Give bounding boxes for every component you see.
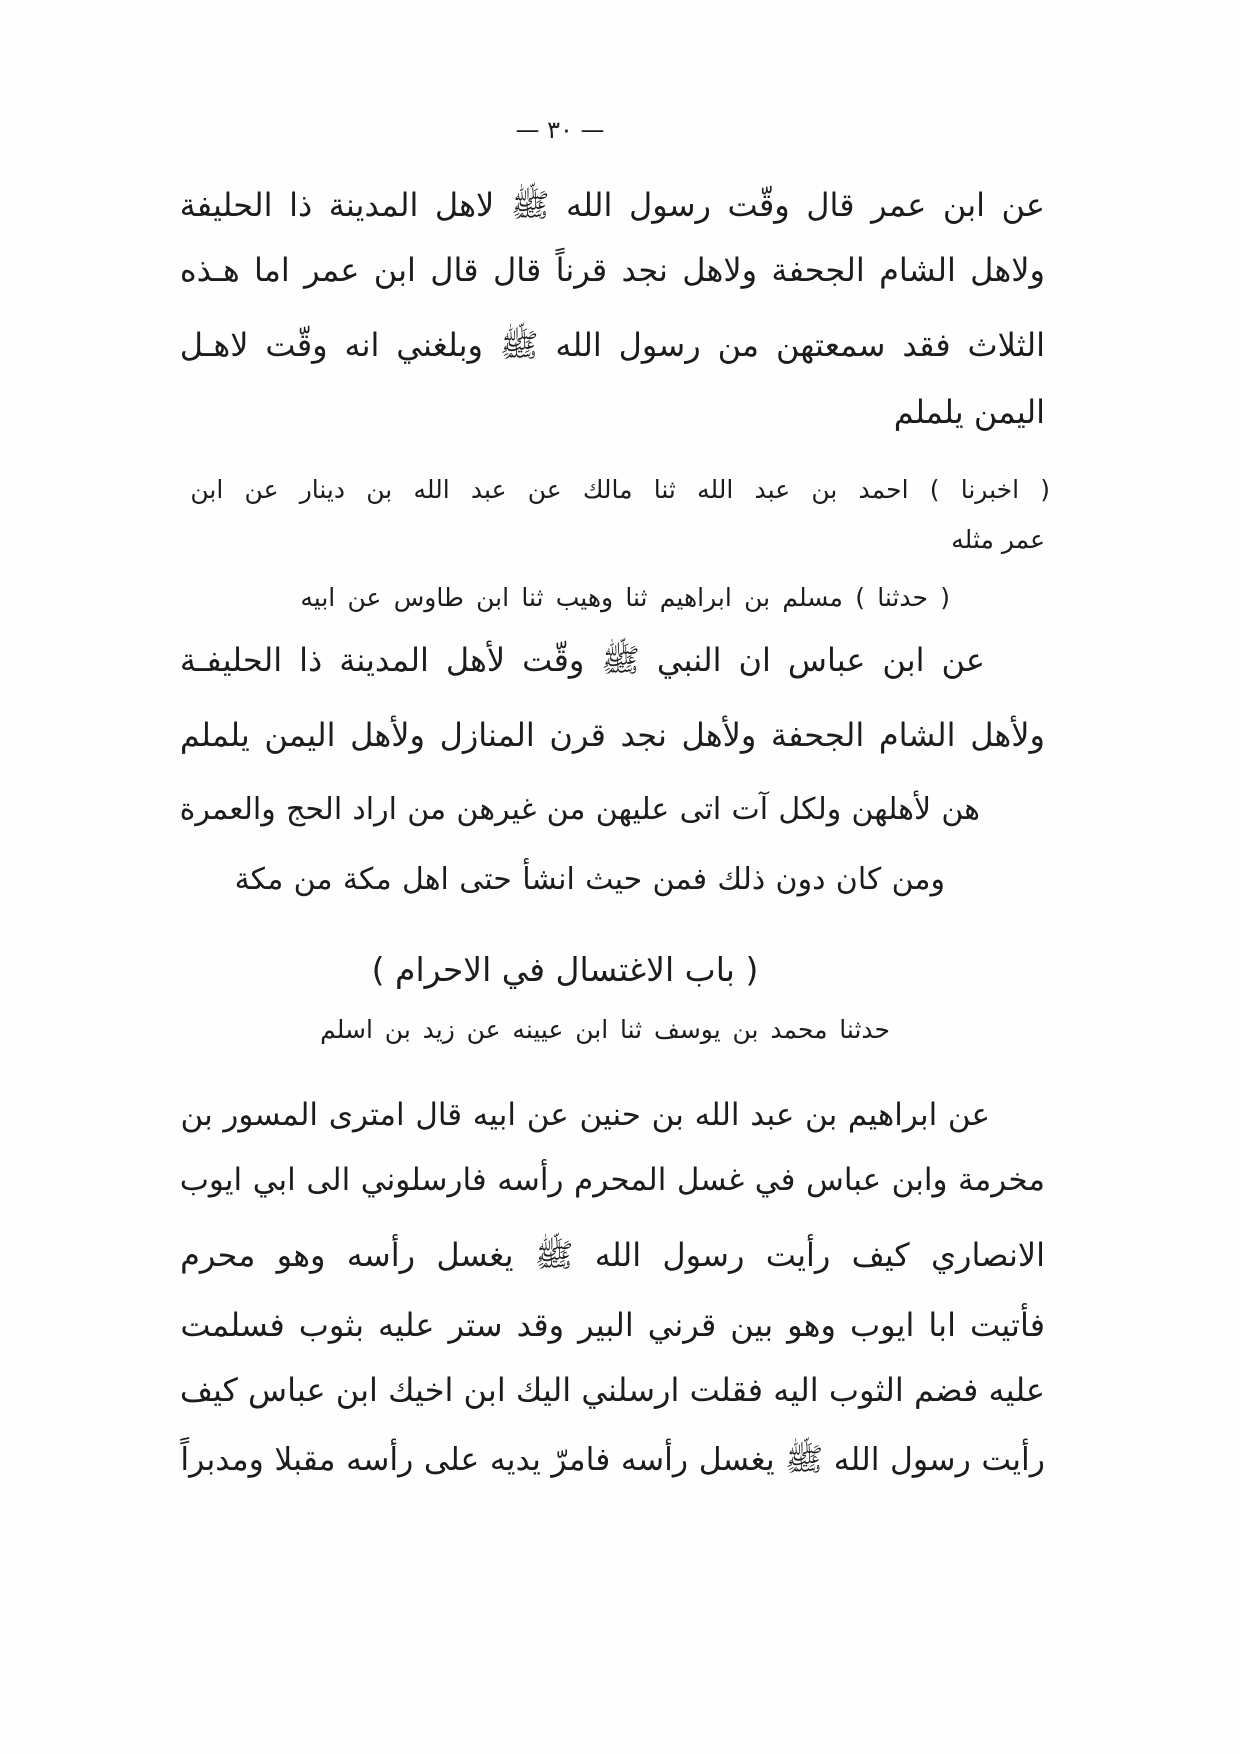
text-line: رأيت رسول الله ﷺ يغسل رأسه فامرّ يديه على رأسه مقبلا ومدبراً (180, 1442, 1045, 1478)
isnad-line: عمر مثله (951, 525, 1045, 554)
isnad-line: ( اخبرنا ) احمد بن عبد الله ثنا مالك عن عبد الله بن دينار عن ابن (190, 475, 1050, 504)
text-line: ولاهل الشام الجحفة ولاهل نجد قرناً قال قال ابن عمر اما هـذه (180, 251, 1045, 289)
text-line: ومن كان دون ذلك فمن حيث انشأ حتى اهل مكة من مكة (235, 862, 945, 897)
text-line: مخرمة وابن عباس في غسل المحرم رأسه فارسلوني الى ابي ايوب (180, 1162, 1045, 1198)
text-line: عن ابراهيم بن عبد الله بن حنين عن ابيه قال امترى المسور بن (180, 1097, 990, 1133)
page-number: — ٣٠ — (515, 116, 605, 144)
text-line: عن ابن عمر قال وقّت رسول الله ﷺ لاهل المدينة ذا الحليفة (180, 186, 1045, 224)
text-line: الانصاري كيف رأيت رسول الله ﷺ يغسل رأسه وهو محرم (180, 1236, 1045, 1274)
text-line: ولأهل الشام الجحفة ولأهل نجد قرن المنازل ولأهل اليمن يلملم (180, 716, 1045, 754)
text-line: اليمن يلملم (893, 393, 1045, 431)
isnad-line: حدثنا محمد بن يوسف ثنا ابن عيينه عن زيد بن اسلم (320, 1015, 890, 1044)
isnad-line: ( حدثنا ) مسلم بن ابراهيم ثنا وهيب ثنا ابن طاوس عن ابيه (300, 583, 950, 612)
text-line: هن لأهلهن ولكل آت اتى عليهن من غيرهن من اراد الحج والعمرة (180, 792, 980, 827)
text-line: عن ابن عباس ان النبي ﷺ وقّت لأهل المدينة ذا الحليفـة (180, 641, 985, 679)
chapter-heading: ( باب الاغتسال في الاحرام ) (371, 950, 759, 989)
text-line: فأتيت ابا ايوب وهو بين قرني البير وقد ستر عليه بثوب فسلمت (180, 1306, 1045, 1344)
text-line: الثلاث فقد سمعتهن من رسول الله ﷺ وبلغني انه وقّت لاهـل (180, 326, 1045, 364)
text-line: عليه فضم الثوب اليه فقلت ارسلني اليك ابن اخيك ابن عباس كيف (180, 1371, 1045, 1409)
